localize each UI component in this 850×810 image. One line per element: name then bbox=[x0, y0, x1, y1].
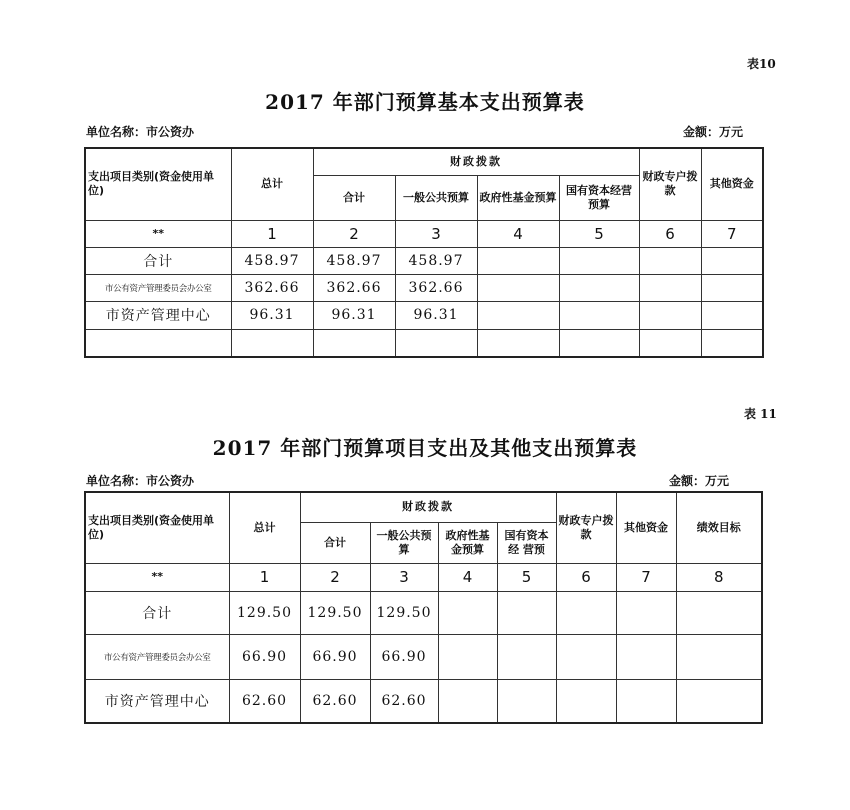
cell-total: 458.97 bbox=[231, 247, 313, 274]
table-row bbox=[85, 301, 763, 329]
cell-fiscal-subtotal: 362.66 bbox=[313, 274, 395, 301]
cell-empty bbox=[438, 679, 497, 723]
header-total: 总计 bbox=[229, 492, 300, 563]
col-no: 1 bbox=[229, 563, 300, 591]
column-number-row bbox=[85, 220, 763, 247]
row-name: 合计 bbox=[85, 591, 229, 634]
page-title: 2017 年部门预算项目支出及其他支出预算表 bbox=[212, 436, 638, 460]
row-name: 市资产管理中心 bbox=[85, 679, 229, 723]
cell-fiscal-subtotal: 66.90 bbox=[300, 634, 370, 679]
cell-total: 96.31 bbox=[231, 301, 313, 329]
cell-empty bbox=[676, 679, 762, 723]
col-no: 2 bbox=[313, 220, 395, 247]
header-category: 支出项目类别(资金使用单位) bbox=[85, 148, 231, 220]
table-number: 表10 bbox=[747, 57, 776, 71]
table-row bbox=[85, 634, 762, 679]
header-special-account: 财政专户拨款 bbox=[556, 492, 616, 563]
cell-empty bbox=[556, 679, 616, 723]
cell-total: 129.50 bbox=[229, 591, 300, 634]
cell-empty bbox=[639, 247, 701, 274]
header-performance-target: 绩效目标 bbox=[676, 492, 762, 563]
cell-empty bbox=[676, 634, 762, 679]
cell-empty bbox=[559, 301, 639, 329]
cell-general-budget: 66.90 bbox=[370, 634, 438, 679]
amount-unit: 金额：万元 bbox=[669, 474, 730, 488]
table-row bbox=[85, 591, 762, 634]
cell-empty bbox=[701, 329, 763, 357]
header-general-budget: 一般公共预算 bbox=[395, 175, 477, 220]
col-no: 3 bbox=[395, 220, 477, 247]
header-fiscal-allocation: 财政拨款 bbox=[300, 492, 556, 522]
page-title: 2017 年部门预算基本支出预算表 bbox=[265, 90, 585, 114]
cell-empty bbox=[676, 591, 762, 634]
cell-empty bbox=[639, 301, 701, 329]
col-no: ** bbox=[85, 563, 229, 591]
table-row bbox=[85, 247, 763, 274]
cell-total: 66.90 bbox=[229, 634, 300, 679]
cell-empty bbox=[231, 329, 313, 357]
header-gov-fund: 政府性基金预算 bbox=[438, 522, 497, 563]
cell-empty bbox=[559, 274, 639, 301]
cell-general-budget: 129.50 bbox=[370, 591, 438, 634]
cell-empty bbox=[701, 274, 763, 301]
cell-fiscal-subtotal: 458.97 bbox=[313, 247, 395, 274]
budget-table-10 bbox=[84, 147, 764, 358]
unit-name: 单位名称：市公资办 bbox=[86, 474, 195, 488]
cell-empty bbox=[639, 274, 701, 301]
cell-empty bbox=[477, 301, 559, 329]
cell-general-budget: 362.66 bbox=[395, 274, 477, 301]
cell-empty bbox=[559, 329, 639, 357]
row-name: 市公有资产管理委员会办公室 bbox=[85, 274, 231, 301]
cell-fiscal-subtotal: 96.31 bbox=[313, 301, 395, 329]
table-row bbox=[85, 329, 763, 357]
column-number-row bbox=[85, 563, 762, 591]
cell-empty bbox=[313, 329, 395, 357]
cell-empty bbox=[616, 591, 676, 634]
row-name: 合计 bbox=[85, 247, 231, 274]
header-total: 总计 bbox=[231, 148, 313, 220]
row-name: 市资产管理中心 bbox=[85, 301, 231, 329]
cell-general-budget: 62.60 bbox=[370, 679, 438, 723]
cell-empty bbox=[438, 591, 497, 634]
cell-empty bbox=[497, 679, 556, 723]
col-no: 4 bbox=[477, 220, 559, 247]
header-fiscal-subtotal: 合计 bbox=[300, 522, 370, 563]
header-other-funds: 其他资金 bbox=[701, 148, 763, 220]
cell-empty bbox=[701, 247, 763, 274]
col-no: 1 bbox=[231, 220, 313, 247]
col-no: 3 bbox=[370, 563, 438, 591]
amount-unit: 金额：万元 bbox=[683, 125, 744, 139]
header-general-budget: 一般公共预算 bbox=[370, 522, 438, 563]
unit-name: 单位名称：市公资办 bbox=[86, 125, 195, 139]
header-state-capital: 国有资本经 营预 bbox=[497, 522, 556, 563]
col-no: 7 bbox=[701, 220, 763, 247]
header-fiscal-allocation: 财政拨款 bbox=[313, 148, 639, 175]
cell-empty bbox=[559, 247, 639, 274]
col-no: 6 bbox=[639, 220, 701, 247]
cell-total: 62.60 bbox=[229, 679, 300, 723]
cell-empty bbox=[616, 679, 676, 723]
cell-general-budget: 96.31 bbox=[395, 301, 477, 329]
budget-table-11 bbox=[84, 491, 763, 724]
table-number: 表 11 bbox=[744, 407, 777, 421]
header-special-account: 财政专户拨款 bbox=[639, 148, 701, 220]
cell-empty bbox=[477, 329, 559, 357]
col-no: 5 bbox=[497, 563, 556, 591]
col-no: 7 bbox=[616, 563, 676, 591]
cell-fiscal-subtotal: 129.50 bbox=[300, 591, 370, 634]
cell-empty bbox=[438, 634, 497, 679]
cell-empty bbox=[639, 329, 701, 357]
table-row bbox=[85, 274, 763, 301]
table-row bbox=[85, 679, 762, 723]
cell-empty bbox=[701, 301, 763, 329]
row-name: 市公有资产管理委员会办公室 bbox=[85, 634, 229, 679]
header-gov-fund: 政府性基金预算 bbox=[477, 175, 559, 220]
col-no: 4 bbox=[438, 563, 497, 591]
header-other-funds: 其他资金 bbox=[616, 492, 676, 563]
cell-empty bbox=[477, 247, 559, 274]
cell-total: 362.66 bbox=[231, 274, 313, 301]
cell-empty bbox=[395, 329, 477, 357]
cell-empty bbox=[477, 274, 559, 301]
col-no: ** bbox=[85, 220, 231, 247]
cell-general-budget: 458.97 bbox=[395, 247, 477, 274]
header-category: 支出项目类别(资金使用单 位) bbox=[85, 492, 229, 563]
col-no: 6 bbox=[556, 563, 616, 591]
header-state-capital: 国有资本经营预算 bbox=[559, 175, 639, 220]
cell-empty bbox=[497, 634, 556, 679]
cell-empty bbox=[556, 634, 616, 679]
cell-empty bbox=[616, 634, 676, 679]
col-no: 8 bbox=[676, 563, 762, 591]
cell-empty bbox=[497, 591, 556, 634]
cell-empty bbox=[85, 329, 231, 357]
cell-fiscal-subtotal: 62.60 bbox=[300, 679, 370, 723]
col-no: 5 bbox=[559, 220, 639, 247]
cell-empty bbox=[556, 591, 616, 634]
col-no: 2 bbox=[300, 563, 370, 591]
header-fiscal-subtotal: 合计 bbox=[313, 175, 395, 220]
